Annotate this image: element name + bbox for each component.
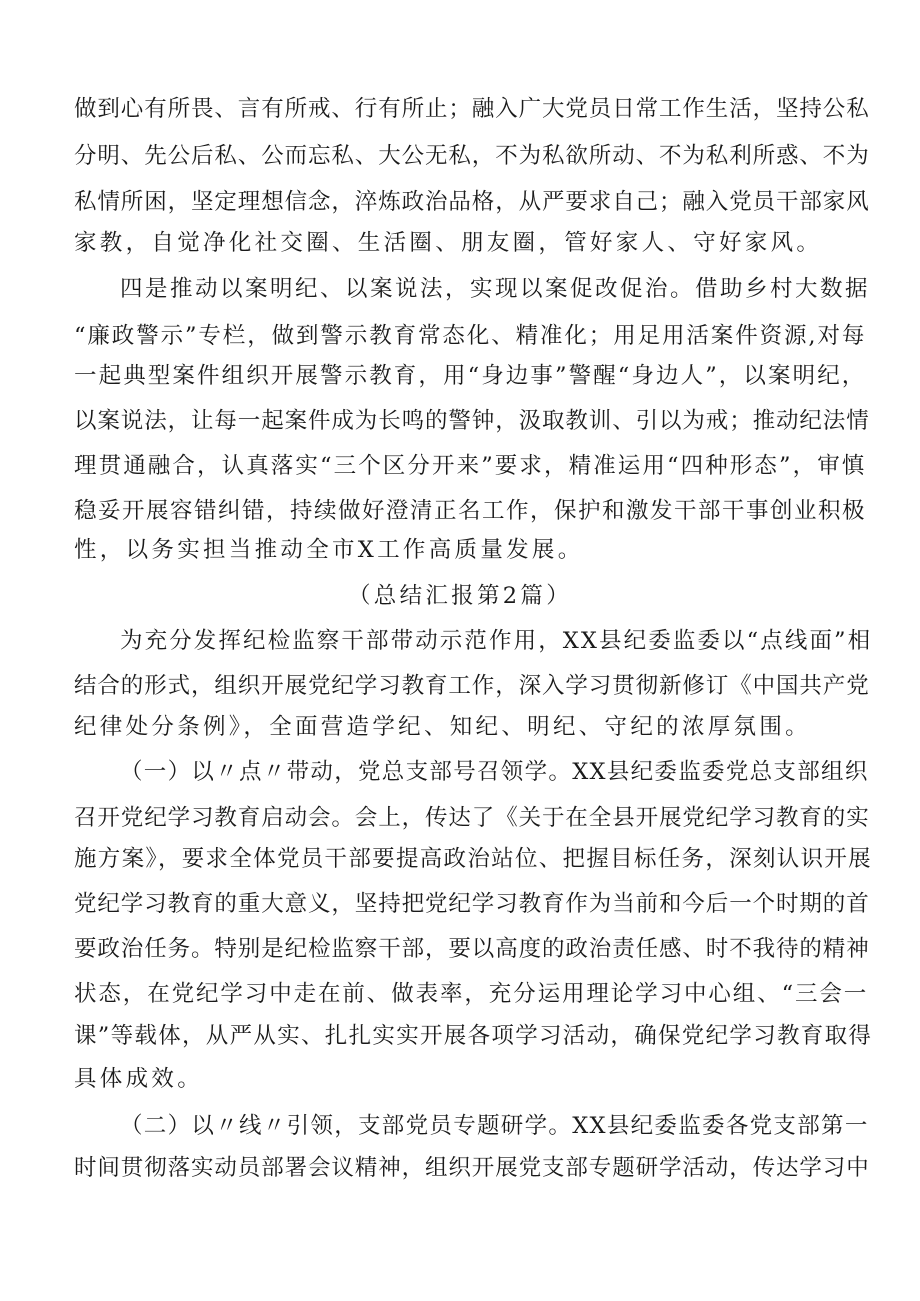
text-line: （一）以〃点〃带动，党总支部号召领学。XX县纪委监委党总支部组织 [120,759,869,785]
text-line: 要政治任务。特别是纪检监察干部，要以高度的政治责任感、时不我待的精神 [74,936,870,962]
text-line: 做到心有所畏、言有所戒、行有所止；融入广大党员日常工作生活，坚持公私 [74,96,870,122]
text-line: 一起典型案件组织开展警示教育，用“身边事”警醒“身边人”，以案明纪， [74,363,867,389]
text-line: 为充分发挥纪检监察干部带动示范作用，XX县纪委监委以“点线面”相 [120,628,873,654]
text-line: （二）以〃线〃引领，支部党员专题研学。XX县纪委监委各党支部第一 [120,1113,869,1139]
text-line: 稳妥开展容错纠错，持续做好澄清正名工作，保护和激发干部干事创业积极 [74,498,867,524]
text-line: 时间贯彻落实动员部署会议精神，组织开展党支部专题研学活动，传达学习中 [74,1155,870,1181]
text-line: 四是推动以案明纪、以案说法，实现以案促改促治。借助乡村大数据 [120,276,871,302]
text-line: 以案说法，让每一起案件成为长鸣的警钟，汲取教训、引以为戒；推动纪法情 [74,408,870,434]
text-line: “廉政警示”专栏，做到警示教育常态化、精准化；用足用活案件资源,对每 [74,323,867,349]
text-line: 理贯通融合，认真落实“三个区分开来”要求，精准运用“四种形态”，审慎 [74,453,867,479]
text-line: 纪律处分条例》，全面营造学纪、知纪、明纪、守纪的浓厚氛围。 [74,714,811,740]
text-line: 具体成效。 [74,1066,204,1092]
text-line: 分明、先公后私、公而忘私、大公无私，不为私欲所动、不为私利所惑、不为 [74,143,870,169]
text-line: 结合的形式，组织开展党纪学习教育工作，深入学习贯彻新修订《中国共产党 [74,673,870,699]
text-line: 课”等载体，从严从实、扎扎实实开展各项学习活动，确保党纪学习教育取得 [74,1023,873,1049]
text-line: 状态，在党纪学习中走在前、做表率，充分运用理论学习中心组、“三会一 [74,981,869,1007]
text-line: 召开党纪学习教育启动会。会上，传达了《关于在全县开展党纪学习教育的实 [74,805,870,831]
text-line: 家教，自觉净化社交圈、生活圈、朋友圈，管好家人、守好家风。 [74,230,823,256]
text-line: 党纪学习教育的重大意义，坚持把党纪学习教育作为当前和今后一个时期的首 [74,891,870,917]
text-line: 性，以务实担当推动全市X工作高质量发展。 [74,537,584,563]
text-line: 施方案》，要求全体党员干部要提高政治站位、把握目标任务，深刻认识开展 [74,846,872,872]
section-heading: （总结汇报第2篇） [347,583,572,609]
text-line: 私情所困，坚定理想信念，淬炼政治品格，从严要求自己；融入党员干部家风 [74,189,870,215]
